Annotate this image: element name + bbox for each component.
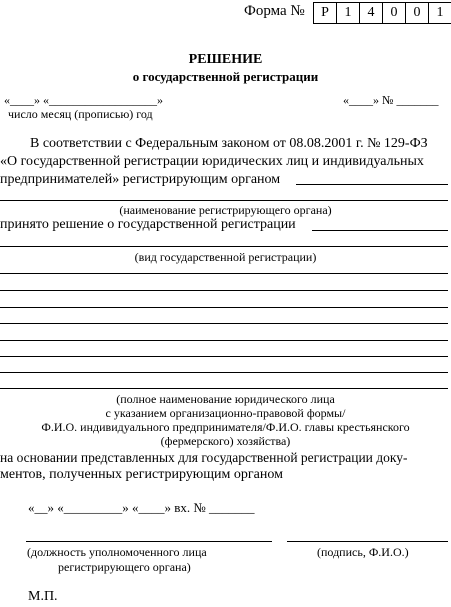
entity-name-field[interactable]	[0, 388, 448, 389]
incoming-number-field[interactable]: «__» «_________» «____» вх. № _______	[28, 500, 255, 515]
entity-name-field[interactable]	[0, 356, 448, 357]
date-caption: число месяц (прописью) год	[8, 107, 153, 121]
basis-text: на основании представленных для государственной регистрации доку-	[0, 450, 408, 465]
signature-field[interactable]	[287, 541, 448, 542]
entity-name-caption: (полное наименование юридического лица	[116, 392, 335, 406]
date-field[interactable]: «____» «__________________»	[4, 93, 163, 107]
entity-name-caption: (фермерского) хозяйства)	[160, 434, 291, 448]
decision-text: принято решение о государственной регистрации	[0, 217, 296, 232]
law-reference-line: В соответствии с Федеральным законом от 08.08.2001 г. № 129-ФЗ	[30, 136, 428, 151]
form-code-cell: Р	[314, 3, 337, 23]
registering-authority-field[interactable]	[296, 184, 448, 185]
basis-text: ментов, полученных регистрирующим органом	[0, 467, 283, 482]
entity-name-field[interactable]	[0, 340, 448, 341]
official-position-caption: (должность уполномоченного лица	[27, 545, 207, 559]
law-reference-line: «О государственной регистрации юридических лиц и индивидуальных	[0, 154, 424, 169]
entity-name-field[interactable]	[0, 273, 448, 274]
signature-caption: (подпись, Ф.И.О.)	[317, 545, 409, 559]
official-position-field[interactable]	[26, 541, 272, 542]
entity-name-field[interactable]	[0, 307, 448, 308]
entity-name-field[interactable]	[0, 323, 448, 324]
registration-number-field[interactable]: «____» № _______	[343, 93, 439, 107]
registration-kind-field[interactable]	[0, 246, 448, 247]
form-code-box	[313, 2, 451, 24]
document-title: РЕШЕНИЕ	[188, 52, 263, 67]
registering-authority-caption: (наименование регистрирующего органа)	[119, 203, 332, 217]
form-code-cell: 0	[383, 3, 406, 23]
stamp-placeholder: М.П.	[28, 589, 58, 604]
registration-kind-field[interactable]	[312, 230, 448, 231]
entity-name-caption: с указанием организационно-правовой формы/	[105, 406, 346, 420]
entity-name-field[interactable]	[0, 290, 448, 291]
entity-name-caption: Ф.И.О. индивидуального предпринимателя/Ф.И.О. главы крестьянского	[41, 420, 410, 434]
official-position-caption: регистрирующего органа)	[58, 560, 191, 574]
form-number-label: Форма №	[244, 3, 305, 19]
registration-kind-caption: (вид государственной регистрации)	[134, 250, 317, 264]
entity-name-field[interactable]	[0, 372, 448, 373]
form-code-cell: 1	[436, 5, 444, 20]
registering-authority-field[interactable]	[0, 200, 448, 201]
form-code-cell: 4	[360, 3, 383, 23]
document-subtitle: о государственной регистрации	[132, 69, 319, 84]
law-reference-line: предпринимателей» регистрирующим органом	[0, 172, 281, 187]
form-code-cell: 1	[337, 3, 360, 23]
form-code-cell: 0	[406, 3, 429, 23]
